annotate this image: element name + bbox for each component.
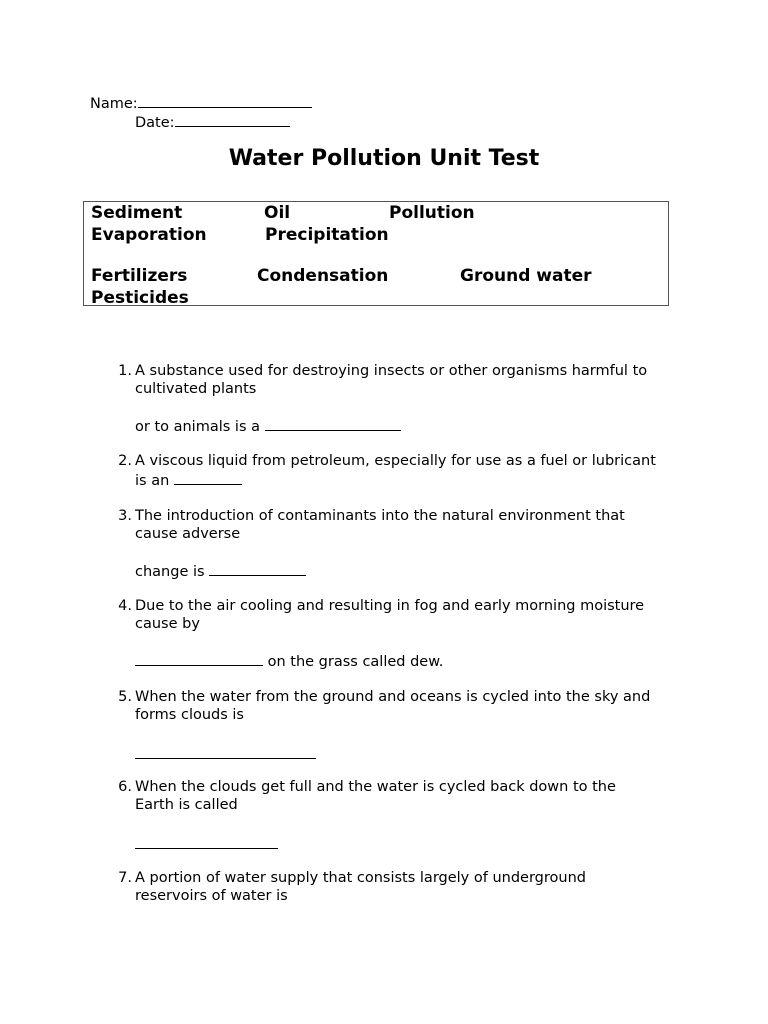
question-text: A substance used for destroying insects or other organisms harmful to [135,363,648,379]
question-number: 4. [118,598,132,614]
answer-blank[interactable] [135,651,263,666]
question-text: A viscous liquid from petroleum, especially for use as a fuel or lubricant [135,453,656,469]
question-text: reservoirs of water is [135,888,288,904]
question-number: 1. [118,363,132,379]
word-bank-term: Oil [264,203,291,223]
word-bank [83,201,669,306]
answer-blank[interactable] [135,744,316,759]
answer-blank[interactable] [135,834,278,849]
question-text-line [135,470,242,490]
word-bank-term: Pollution [389,203,475,223]
word-bank-term: Evaporation [91,225,207,245]
question-text: change is [135,564,205,580]
name-field-row [90,93,312,113]
question-text: cause by [135,616,200,632]
question-text: When the clouds get full and the water is cycled back down to the [135,779,616,795]
question-text: Earth is called [135,797,238,813]
word-bank-term: Fertilizers [91,266,188,286]
date-blank[interactable] [175,112,290,127]
name-label: Name: [90,96,138,112]
question-text: cause adverse [135,526,241,542]
word-bank-term: Ground water [460,266,592,286]
answer-blank-line [135,744,316,764]
page-title: Water Pollution Unit Test [228,146,540,171]
question-text: A portion of water supply that consists largely of underground [135,870,586,886]
word-bank-term: Pesticides [91,288,189,308]
question-text: Due to the air cooling and resulting in fog and early morning moisture [135,598,645,614]
question-text-line [135,561,306,581]
question-text: or to animals is a [135,419,260,435]
word-bank-term: Sediment [91,203,183,223]
question-text: The introduction of contaminants into the natural environment that [135,508,625,524]
answer-blank[interactable] [209,561,306,576]
word-bank-term: Condensation [257,266,389,286]
question-number: 5. [118,689,132,705]
word-bank-term: Precipitation [265,225,389,245]
question-text: on the grass called dew. [267,654,444,670]
question-text: When the water from the ground and oceans is cycled into the sky and [135,689,651,705]
question-number: 3. [118,508,132,524]
date-label: Date: [135,115,175,131]
question-number: 6. [118,779,132,795]
answer-blank-line [135,834,278,854]
date-field-row [135,112,290,132]
question-text-line [135,651,443,671]
question-text: is an [135,473,170,489]
question-text: cultivated plants [135,381,257,397]
answer-blank[interactable] [174,470,242,485]
question-text-line [135,416,401,436]
question-number: 2. [118,453,132,469]
answer-blank[interactable] [265,416,401,431]
name-blank[interactable] [138,93,312,108]
question-text: forms clouds is [135,707,244,723]
question-number: 7. [118,870,132,886]
